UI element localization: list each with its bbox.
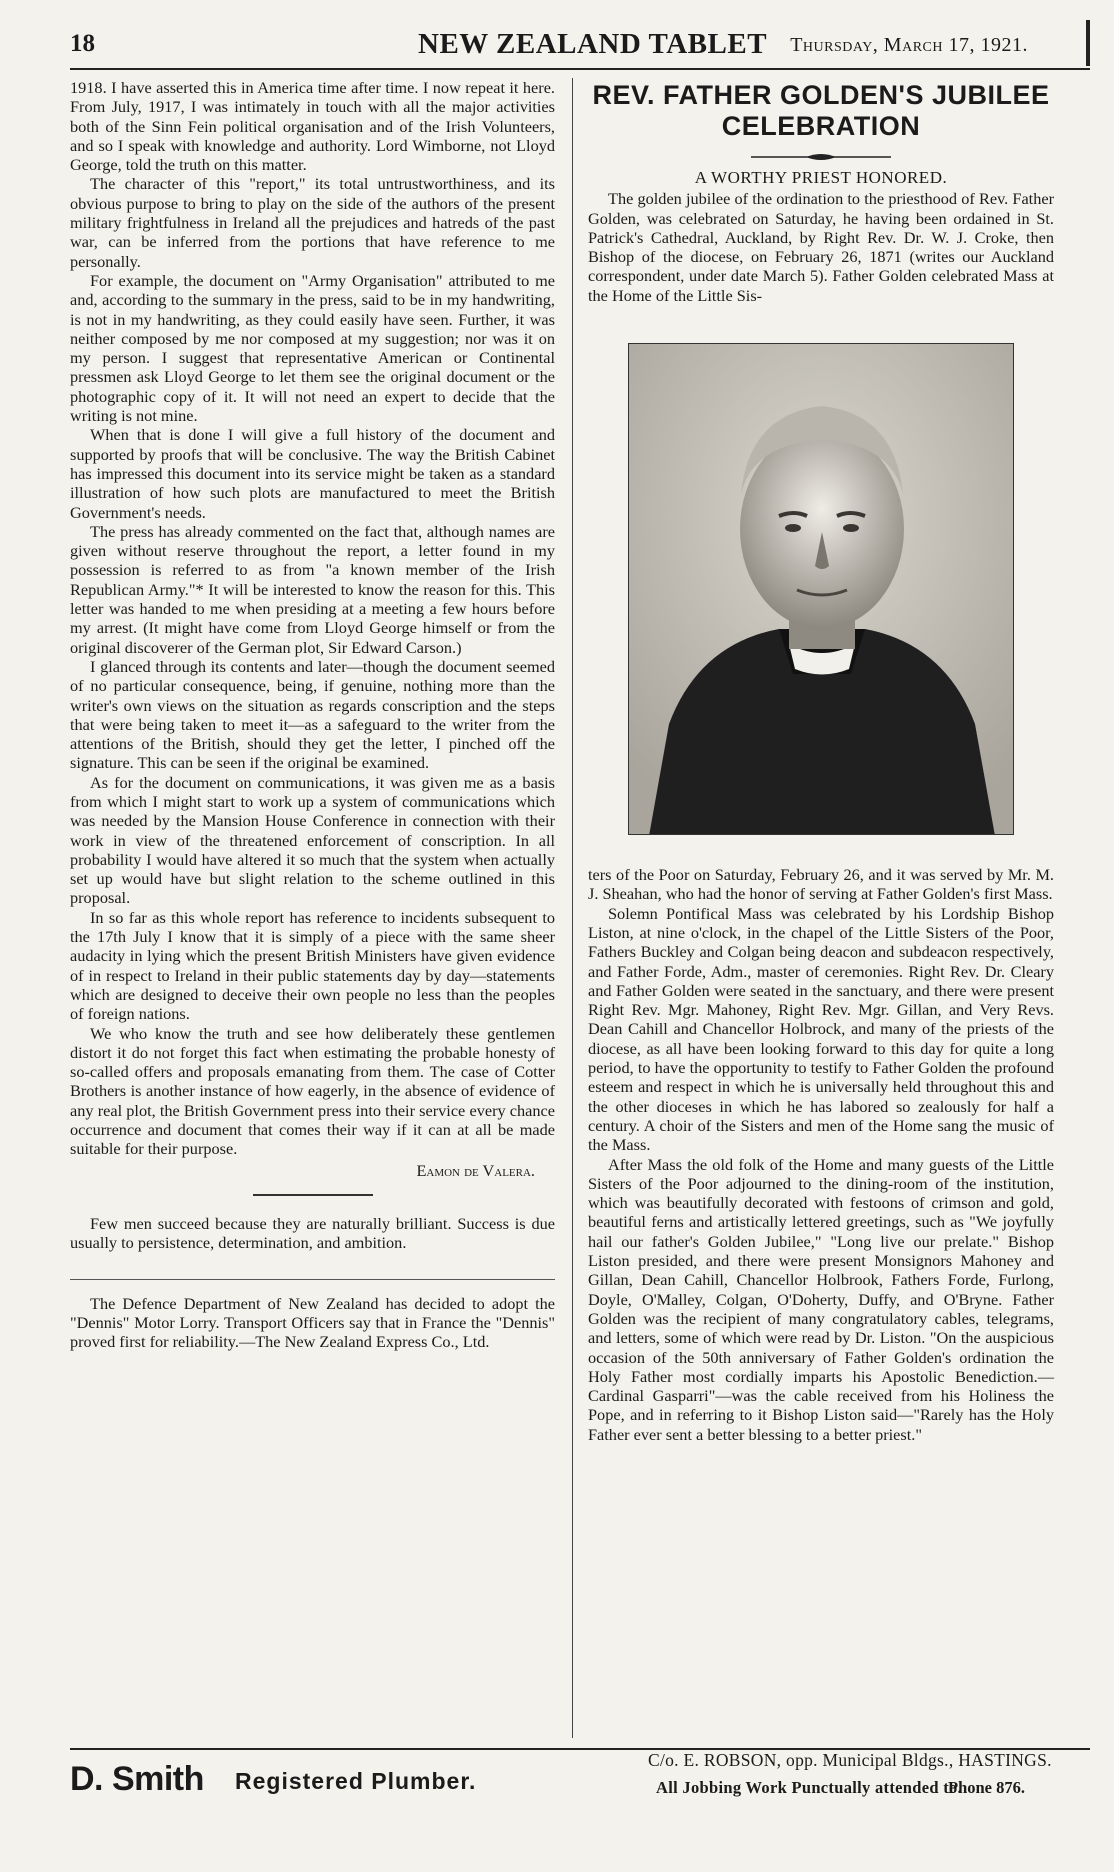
left-paragraph-9: We who know the truth and see how deliberately these gentlemen distort it do not forget this fact when estimating the probable honesty of so-called offers and proposals emanating from them. The case of Cotter Brothers is another instance of how eagerly, in the absence of evidence of any real plot, the British Government press into their service every chance occurrence and document that comes their way if it can at all be made suitable for their purpose. xyxy=(70,1023,555,1159)
defence-notice: The Defence Department of New Zealand has decided to adopt the "Dennis" Motor Lorry. Transport Officers say that in France the "Dennis" proved first for reliability.—The New Zealand Express Co., Ltd. xyxy=(70,1293,555,1352)
issue-date: Thursday, March 17, 1921. xyxy=(790,34,1028,56)
author-signature: Eamon de Valera. xyxy=(416,1160,535,1180)
left-paragraph-2: The character of this "report," its total untrustworthiness, and its obvious purpose to bring to play on the side of the authors of the present military frightfulness in Ireland all the prejudices and hatreds of the past war, can be inferred from the portions that have reference to me personally. xyxy=(70,174,555,271)
column-rule xyxy=(572,78,573,1738)
section-divider xyxy=(253,1194,373,1196)
right-paragraph-1: ters of the Poor on Saturday, February 26, and it was served by Mr. M. J. Sheahan, who had the honor of serving at Father Golden's first Mass. xyxy=(588,865,1054,904)
portrait-photo xyxy=(629,344,1014,835)
father-golden-portrait xyxy=(628,343,1014,835)
header-edge-bar xyxy=(1086,20,1090,66)
left-paragraph-1: 1918. I have asserted this in America time after time. I now repeat it here. From July, 1917, I was intimately in touch with all the major activities both of the Sinn Fein political organisation and of the Irish Volunteers, and so I speak with knowledge and authority. Lord Wimborne, not Lloyd George, told the truth on this matter. xyxy=(70,78,555,175)
article-headline: REV. FATHER GOLDEN'S JUBILEE CELEBRATION xyxy=(592,80,1050,141)
right-paragraph-3: After Mass the old folk of the Home and many guests of the Little Sisters of the Poor adjourned to the dining-room of the institution, which was beautifully decorated with festoons of crimson and gold, beautiful ferns and artistically lettered greetings, such as "We joyfully hail our father's Golden Jubilee," "Long live our prelate." Bishop Liston presided, and there were present Monsignors Mahoney and Gillan, Dean Cahill, Chancellor Holbrook, Fathers Forde, Furlong, Doyle, O'Malley, Colgan, O'Doherty, Duffy, and O'Bryne. Father Golden was the recipient of many congratulatory cables, telegrams, and letters, some of which were read by Dr. Liston. "On the auspicious occasion of the 50th anniversary of Father Golden's ordination the Holy Father most cordially imparts his Apostolic Benediction.—Cardinal Gasparri"—was the cable received from his Holiness the Pope, and in referring to it Bishop Liston said—"Rarely has the Holy Father ever sent a better blessing to a better priest." xyxy=(588,1154,1054,1444)
left-paragraph-4: When that is done I will give a full history of the document and supported by proofs that will be conclusive. The way the British Cabinet has impressed this document into its service might be taken as a standard illustration of how such plots are manufactured to meet the British Government's needs. xyxy=(70,425,555,522)
advertiser-trade: Registered Plumber. xyxy=(235,1768,477,1794)
masthead xyxy=(70,28,1090,70)
advertiser-name: D. Smith xyxy=(70,1760,204,1798)
advertiser-phone: Phone 876. xyxy=(948,1778,1026,1797)
left-paragraph-6: I glanced through its contents and later—though the document seemed of no particular consequence, being, if genuine, nothing more than the writer's own views on the situation as regards conscription and the steps that were being taken to meet it—as a safeguard to the writer from the attentions of the British, should they get the letter, I pinched off the signature. This can be seen if the original be examined. xyxy=(70,656,555,773)
left-paragraph-3: For example, the document on "Army Organisation" attributed to me and, according to the summary in the press, said to be in my handwriting, is not in my handwriting, as they could easily have seen. Further, it was neither composed by me nor composed at my suggestion; nor was it on my person. I suggest that representative American or Continental pressmen ask Lloyd George to let them see the original document or the photographic copy of it. It will not need an expert to decide that the writing is not mine. xyxy=(70,270,555,426)
article-subhead: A WORTHY PRIEST HONORED. xyxy=(694,168,948,187)
filler-paragraph: Few men succeed because they are naturally brilliant. Success is due usually to persistence, determination, and ambition. xyxy=(70,1213,555,1253)
page-number: 18 xyxy=(70,30,95,57)
advertiser-address: C/o. E. ROBSON, opp. Municipal Bldgs., HASTINGS. xyxy=(648,1750,1052,1770)
left-paragraph-5: The press has already commented on the fact that, although names are given without reserve throughout the report, a letter found in my possession is referred to as from "a known member of the Irish Republican Army."* It will be interested to know the reason for this. This letter was handed to me when presiding at a meeting a few hours before my arrest. (It might have come from Lloyd George himself or from the original discoverer of the German plot, Sir Edward Carson.) xyxy=(70,521,555,657)
footer-advertisement xyxy=(70,1748,1090,1828)
left-paragraph-8: In so far as this whole report has reference to incidents subsequent to the 17th July I know that it is simply of a piece with the same sheer audacity in lying which the present British Ministers have given evidence of in respect to Ireland in their public statements day by day—statements which are designed to deceive their own people no less than the peoples of foreign nations. xyxy=(70,907,555,1024)
headline-ornament-icon xyxy=(751,152,891,162)
right-column xyxy=(588,78,1054,1444)
left-column xyxy=(70,78,555,1351)
notice-divider xyxy=(70,1279,555,1280)
left-paragraph-7: As for the document on communications, it was given me as a basis from which I might start to work up a system of communications which was needed by the Mansion House Conference in connection with their work in view of the threatened enforcement of conscription. In all probability I would have altered it so much that the system when actually set up would have but slight relation to the scheme outlined in this proposal. xyxy=(70,772,555,908)
article-intro: The golden jubilee of the ordination to the priesthood of Rev. Father Golden, was celebrated on Saturday, he having been ordained in St. Patrick's Cathedral, Auckland, by Right Rev. Dr. W. J. Croke, then Bishop of the diocese, on February 26, 1871 (writes our Auckland correspondent, under date March 5). Father Golden celebrated Mass at the Home of the Little Sis- xyxy=(588,189,1054,305)
advertiser-jobbing: All Jobbing Work Punctually attended to. xyxy=(656,1778,962,1797)
right-paragraph-2: Solemn Pontifical Mass was celebrated by his Lordship Bishop Liston, at nine o'clock, in the chapel of the Little Sisters of the Poor, Fathers Buckley and Colgan being deacon and subdeacon respectively, and Father Forde, Adm., master of ceremonies. Right Rev. Dr. Cleary and Father Golden were seated in the sanctuary, and there were present Right Rev. Mgr. Mahoney, Right Rev. Mgr. Gillan, and Very Revs. Dean Cahill and Chancellor Holbrock, and many of the priests of the diocese, as all have been looking forward to this day for quite a long period, to have the opportunity to testify to Father Golden the profound esteem and respect in which he is universally held throughout this and the other dioceses in which he has labored so zealously for half a century. A choir of the Sisters and men of the Home sang the music of the Mass. xyxy=(588,903,1054,1155)
publication-title: NEW ZEALAND TABLET xyxy=(418,28,768,60)
